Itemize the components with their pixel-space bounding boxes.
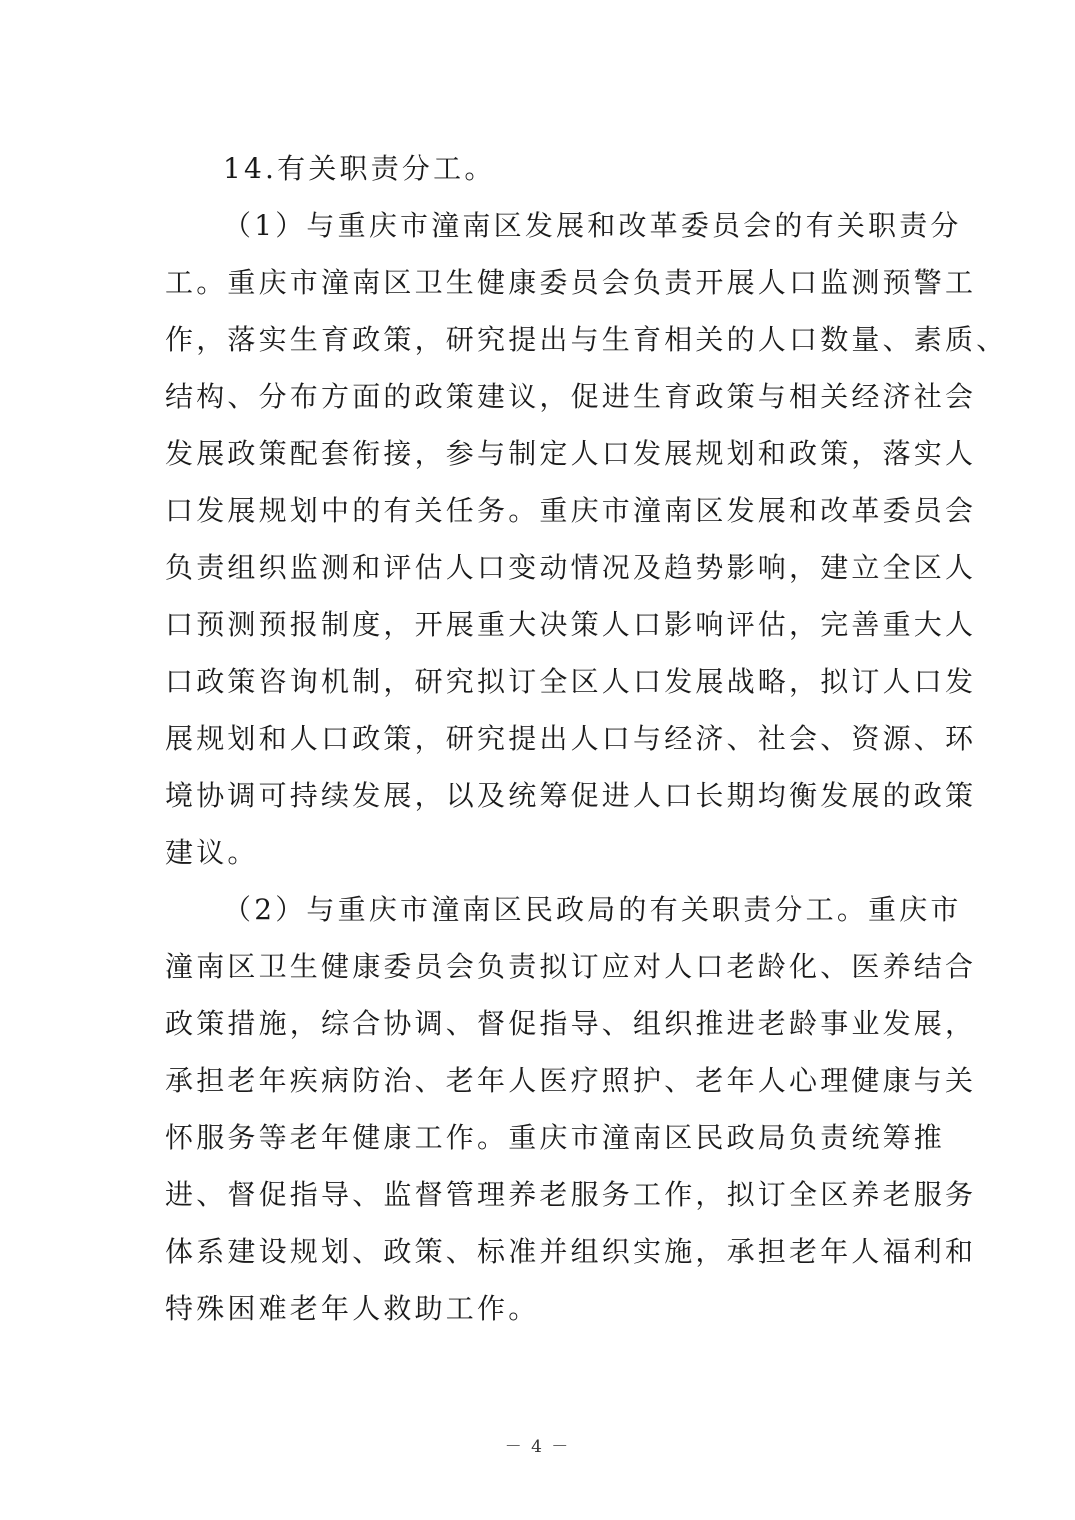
paragraph-line: 境协调可持续发展，以及统筹促进人口长期均衡发展的政策 xyxy=(165,779,977,812)
paragraph-line: 潼南区卫生健康委员会负责拟订应对人口老龄化、医养结合 xyxy=(165,950,977,983)
paragraph-line: 发展政策配套衔接，参与制定人口发展规划和政策，落实人 xyxy=(165,437,977,470)
paragraph-line: 口政策咨询机制，研究拟订全区人口发展战略，拟订人口发 xyxy=(165,665,977,698)
paragraph-line: 结构、分布方面的政策建议，促进生育政策与相关经济社会 xyxy=(165,380,977,413)
paragraph-line: 口发展规划中的有关任务。重庆市潼南区发展和改革委员会 xyxy=(165,494,977,527)
paragraph-line: 体系建设规划、政策、标准并组织实施，承担老年人福利和 xyxy=(165,1235,977,1268)
page-number: － 4 － xyxy=(504,1437,571,1457)
paragraph-line: 进、督促指导、监督管理养老服务工作，拟订全区养老服务 xyxy=(165,1178,977,1211)
paragraph-line: 口预测预报制度，开展重大决策人口影响评估，完善重大人 xyxy=(165,608,977,641)
paragraph-line: 政策措施，综合协调、督促指导、组织推进老龄事业发展， xyxy=(165,1007,977,1040)
paragraph-line: 工。重庆市潼南区卫生健康委员会负责开展人口监测预警工 xyxy=(165,266,977,299)
paragraph-line: 负责组织监测和评估人口变动情况及趋势影响，建立全区人 xyxy=(165,551,977,584)
paragraph-line: （1）与重庆市潼南区发展和改革委员会的有关职责分 xyxy=(223,209,962,242)
paragraph-line: 特殊困难老年人救助工作。 xyxy=(165,1292,540,1325)
section-heading: 14.有关职责分工。 xyxy=(223,152,496,185)
document-body xyxy=(165,140,1008,1337)
paragraph-line: 作，落实生育政策，研究提出与生育相关的人口数量、素质、 xyxy=(165,323,1008,356)
paragraph-line: 承担老年疾病防治、老年人医疗照护、老年人心理健康与关 xyxy=(165,1064,977,1097)
paragraph-line: 建议。 xyxy=(165,836,259,869)
paragraph-line: 怀服务等老年健康工作。重庆市潼南区民政局负责统筹推 xyxy=(165,1121,946,1154)
paragraph-line: 展规划和人口政策，研究提出人口与经济、社会、资源、环 xyxy=(165,722,977,755)
paragraph-line: （2）与重庆市潼南区民政局的有关职责分工。重庆市 xyxy=(223,893,962,926)
